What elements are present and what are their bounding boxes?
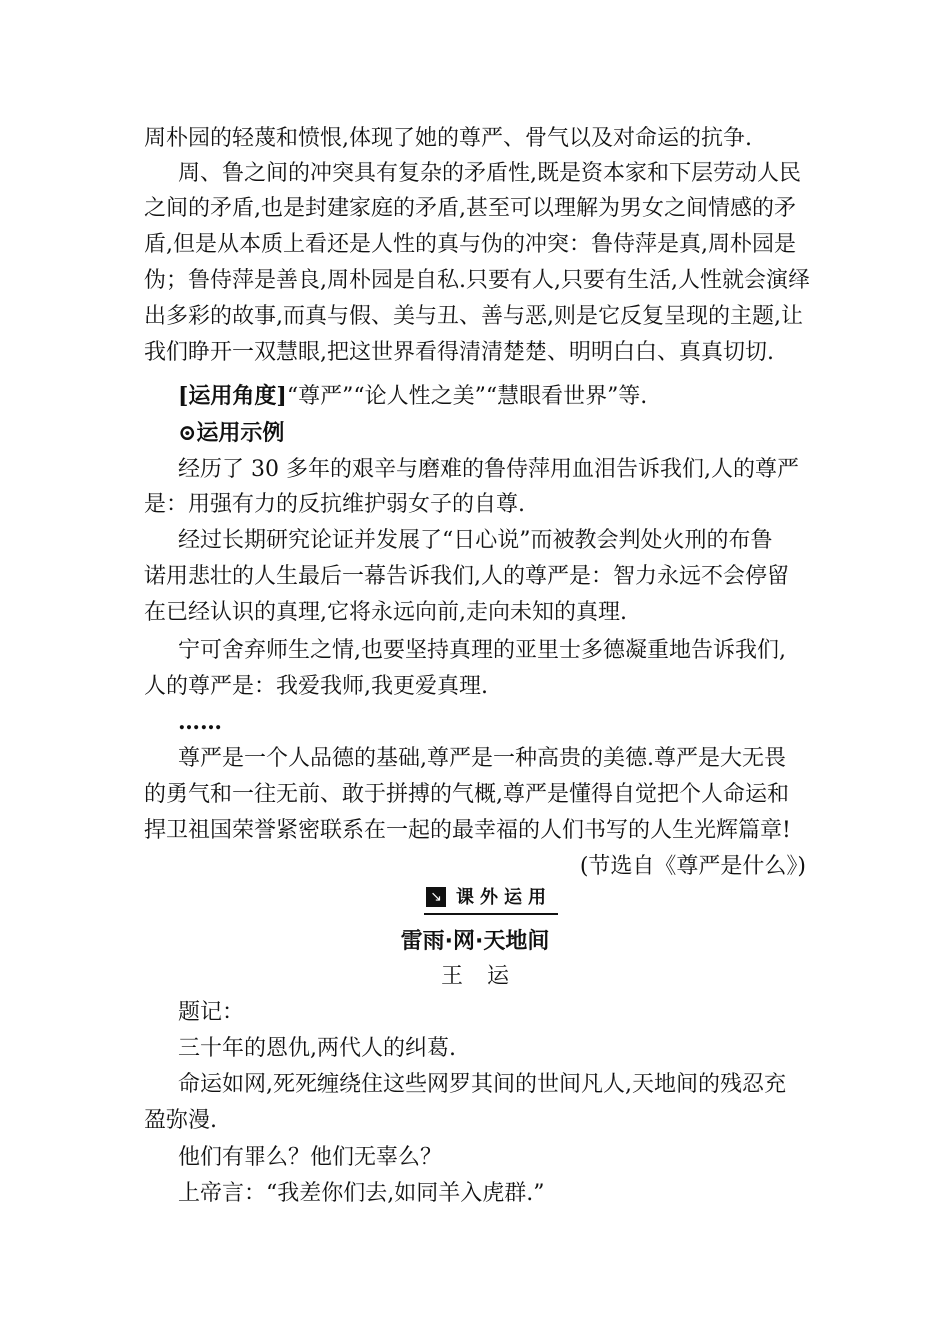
- paragraph-line: 周、鲁之间的冲突具有复杂的矛盾性,既是资本家和下层劳动人民: [178, 161, 801, 186]
- example-line: 捍卫祖国荣誉紧密联系在一起的最幸福的人们书写的人生光辉篇章!: [144, 818, 791, 843]
- usage-angle-text: “尊严”“论人性之美”“慧眼看世界”等.: [286, 384, 648, 409]
- epigraph-line: 上帝言：“我差你们去,如同羊入虎群.”: [178, 1181, 545, 1206]
- article-author: 王运: [440, 964, 533, 989]
- paragraph-line: 周朴园的轻蔑和愤恨,体现了她的尊严、骨气以及对命运的抗争.: [144, 126, 752, 151]
- article-title: 雷雨·网·天地间: [400, 929, 550, 954]
- epigraph-line: 命运如网,死死缠绕住这些网罗其间的世间凡人,天地间的残忍充: [178, 1072, 786, 1097]
- example-line: 人的尊严是：我爱我师,我更爱真理.: [144, 674, 488, 699]
- example-line: 是：用强有力的反抗维护弱女子的自尊.: [144, 492, 525, 517]
- example-line: 尊严是一个人品德的基础,尊严是一种高贵的美德.尊严是大无畏: [178, 746, 786, 771]
- epigraph-line: 三十年的恩仇,两代人的纠葛.: [178, 1036, 456, 1061]
- epigraph-line: 盈弥漫.: [144, 1108, 217, 1133]
- epigraph-label: 题记：: [178, 1000, 245, 1025]
- section-banner-label: 课外运用: [456, 887, 552, 908]
- ellipsis: ……: [178, 709, 222, 735]
- paragraph-line: 盾,但是从本质上看还是人性的真与伪的冲突：鲁侍萍是真,周朴园是: [144, 232, 796, 257]
- arrow-down-right-icon: ↘: [426, 887, 446, 907]
- usage-angle-label: [运用角度]: [178, 383, 287, 409]
- source-citation: (节选自《尊严是什么》): [579, 854, 806, 879]
- example-line: 诺用悲壮的人生最后一幕告诉我们,人的尊严是：智力永远不会停留: [144, 564, 789, 589]
- example-line: 经历了 30 多年的艰辛与磨难的鲁侍萍用血泪告诉我们,人的尊严: [178, 457, 799, 482]
- example-line: 在已经认识的真理,它将永远向前,走向未知的真理.: [144, 600, 627, 625]
- example-line: 的勇气和一往无前、敢于拼搏的气概,尊严是懂得自觉把个人命运和: [144, 782, 789, 807]
- example-line: 经过长期研究论证并发展了“日心说”而被教会判处火刑的布鲁: [178, 528, 773, 553]
- example-line: 宁可舍弃师生之情,也要坚持真理的亚里士多德凝重地告诉我们,: [178, 638, 786, 663]
- epigraph-line: 他们有罪么？他们无辜么？: [178, 1145, 443, 1170]
- example-heading: ⊙运用示例: [178, 420, 285, 446]
- paragraph-line: 出多彩的故事,而真与假、美与丑、善与恶,则是它反复呈现的主题,让: [144, 304, 803, 329]
- paragraph-line: 之间的矛盾,也是封建家庭的矛盾,甚至可以理解为男女之间情感的矛: [144, 196, 796, 221]
- paragraph-line: 我们睁开一双慧眼,把这世界看得清清楚楚、明明白白、真真切切.: [144, 340, 774, 365]
- paragraph-line: 伪；鲁侍萍是善良,周朴园是自私.只要有人,只要有生活,人性就会演绎: [144, 268, 810, 293]
- section-banner: [424, 885, 558, 915]
- usage-angle: [178, 379, 806, 414]
